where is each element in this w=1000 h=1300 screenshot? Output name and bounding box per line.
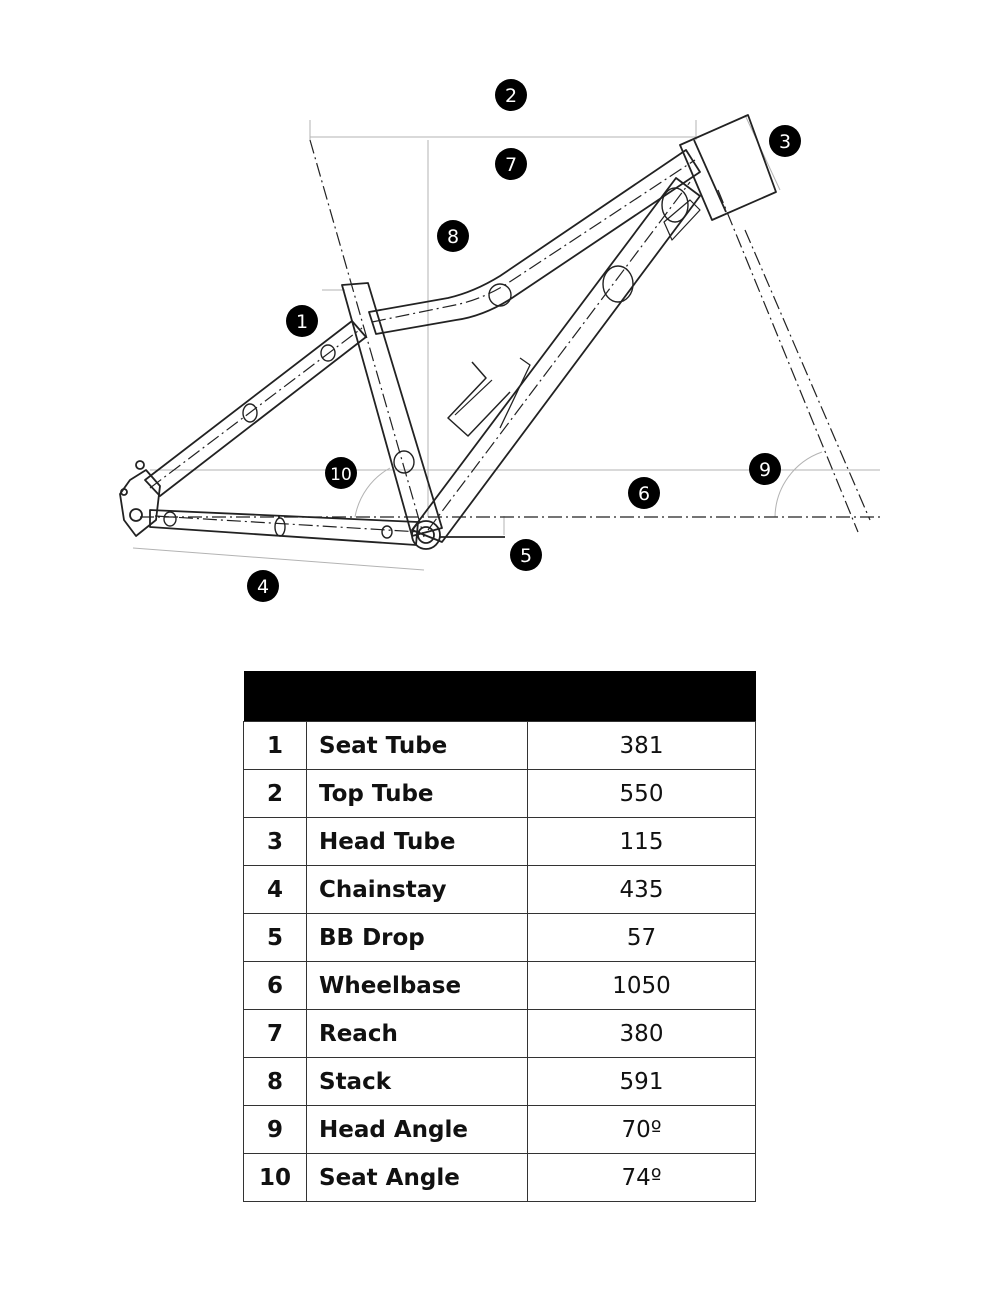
row-value: 70º — [528, 1106, 756, 1154]
row-number: 3 — [244, 818, 307, 866]
table-row — [244, 1058, 756, 1106]
table-header — [244, 671, 756, 722]
callout-2 — [495, 79, 527, 111]
row-label: Stack — [307, 1058, 528, 1106]
svg-text:1: 1 — [295, 311, 309, 333]
row-number: 5 — [244, 914, 307, 962]
svg-text:3: 3 — [778, 131, 792, 153]
table-row — [244, 1154, 756, 1202]
top-tube — [369, 150, 700, 334]
table-header-row — [244, 671, 756, 722]
callout-5 — [510, 539, 542, 571]
tube-sections — [164, 188, 688, 538]
dimension-lines — [133, 115, 880, 570]
svg-text:5: 5 — [519, 545, 533, 567]
callout-6 — [628, 477, 660, 509]
row-number: 8 — [244, 1058, 307, 1106]
row-number: 10 — [244, 1154, 307, 1202]
chain-stay — [150, 510, 418, 545]
callout-9 — [749, 453, 781, 485]
row-value: 380 — [528, 1010, 756, 1058]
svg-text:2: 2 — [504, 85, 518, 107]
callout-3 — [769, 125, 801, 157]
callout-8 — [437, 220, 469, 252]
row-value: 381 — [528, 722, 756, 770]
geometry-table — [243, 671, 756, 1202]
table-row — [244, 818, 756, 866]
row-number: 1 — [244, 722, 307, 770]
row-label: Seat Tube — [307, 722, 528, 770]
svg-text:9: 9 — [758, 459, 772, 481]
svg-text:8: 8 — [446, 226, 460, 248]
row-label: Head Tube — [307, 818, 528, 866]
row-number: 9 — [244, 1106, 307, 1154]
table-row — [244, 1010, 756, 1058]
table-row — [244, 1106, 756, 1154]
bike-frame-diagram — [0, 0, 1000, 630]
row-number: 2 — [244, 770, 307, 818]
row-value: 57 — [528, 914, 756, 962]
callout-10 — [325, 457, 357, 489]
row-label: Reach — [307, 1010, 528, 1058]
row-value: 1050 — [528, 962, 756, 1010]
row-value: 74º — [528, 1154, 756, 1202]
frame-tubes — [120, 115, 776, 549]
seat-tube — [342, 283, 442, 536]
row-label: BB Drop — [307, 914, 528, 962]
table-row — [244, 914, 756, 962]
row-number: 7 — [244, 1010, 307, 1058]
callout-1 — [286, 305, 318, 337]
svg-text:6: 6 — [637, 483, 651, 505]
svg-text:7: 7 — [504, 154, 518, 176]
svg-text:10: 10 — [330, 465, 352, 485]
rear-dropout — [120, 470, 160, 536]
row-label: Wheelbase — [307, 962, 528, 1010]
row-value: 550 — [528, 770, 756, 818]
row-label: Head Angle — [307, 1106, 528, 1154]
row-label: Top Tube — [307, 770, 528, 818]
callout-markers — [247, 79, 801, 602]
table-row — [244, 866, 756, 914]
callout-7 — [495, 148, 527, 180]
row-number: 6 — [244, 962, 307, 1010]
row-number: 4 — [244, 866, 307, 914]
table-row — [244, 962, 756, 1010]
row-value: 115 — [528, 818, 756, 866]
table-row — [244, 722, 756, 770]
row-value: 435 — [528, 866, 756, 914]
row-label: Seat Angle — [307, 1154, 528, 1202]
callout-4 — [247, 570, 279, 602]
svg-text:4: 4 — [256, 576, 270, 598]
table-row — [244, 770, 756, 818]
row-value: 591 — [528, 1058, 756, 1106]
bottle-cage — [448, 362, 510, 436]
row-label: Chainstay — [307, 866, 528, 914]
